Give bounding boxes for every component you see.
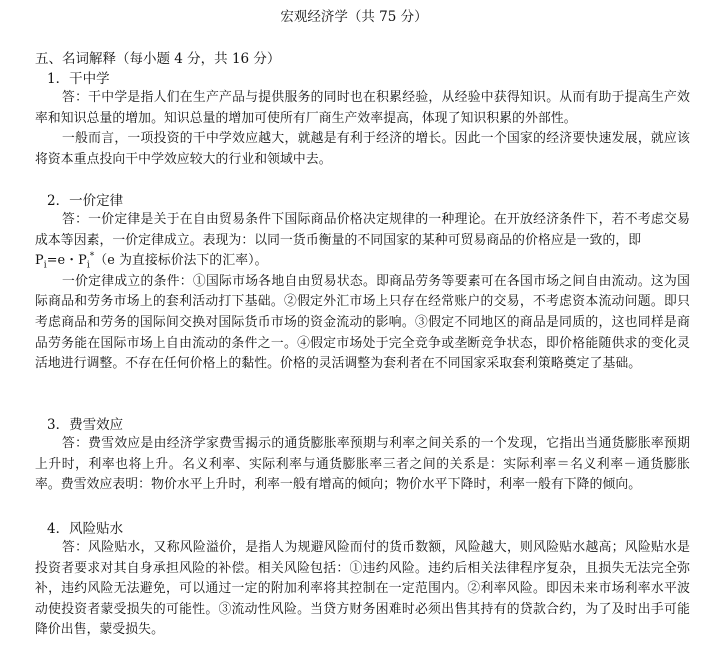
term-item — [35, 520, 690, 641]
term-item — [35, 70, 690, 170]
formula-rhs-superscript: * — [89, 251, 95, 262]
term-item — [35, 416, 690, 496]
formula-equals: =e・P — [46, 253, 87, 269]
term-paragraph: 答：风险贴水，又称风险溢价，是指人为规避风险而付的货币数额，风险越大，则风险贴水越高；风险贴水是投资者要求对其自身承担风险的补偿。相关风险包括：①违约风险。违约后相关法律程序复杂，且损失无法完全弥补，违约风险无法避免，可以通过一定的附加利率将其控制在一定范围内。②利率风险。即因未来市场利率水平波动使投资者蒙受损失的可能性。③流动性风险。当贷方财务困难时必须出售其持有的贷款合约，为了及时出手可能降价出售，蒙受损失。 — [35, 540, 690, 638]
term-title: 4．风险贴水 — [47, 521, 124, 537]
term-paragraph: 答：干中学是指人们在生产产品与提供服务的同时也在积累经验，从经验中获得知识。从而有助于提高生产效率和知识总量的增加。知识总量的增加可使所有厂商生产效率提高，体现了知识积累的外部性。 — [35, 90, 690, 126]
formula-lhs-subscript: i — [43, 260, 47, 271]
term-title: 2．一价定律 — [47, 193, 124, 209]
term-paragraph: 一般而言，一项投资的干中学效应越大，就越是有利于经济的增长。因此一个国家的经济要快速发展，就应该将资本重点投向干中学效应较大的行业和领域中去。 — [35, 131, 690, 167]
formula-note: （e 为直接标价法下的汇率）。 — [94, 253, 268, 269]
term-title: 3．费雪效应 — [47, 417, 124, 433]
term-paragraph: 答：费雪效应是由经济学家费雪揭示的通货膨胀率预期与利率之间关系的一个发现，它指出当通货膨胀率预期上升时，利率也将上升。名义利率、实际利率与通货膨胀率三者之间的关系是：实际利率＝名义利率－通货膨胀率。费雪效应表明：物价水平上升时，利率一般有增高的倾向；物价水平下降时，利率一般有下降的倾向。 — [35, 436, 690, 493]
term-paragraph: 答：一价定律是关于在自由贸易条件下国际商品价格决定规律的一种理论。在开放经济条件下，若不考虑交易成本等因素，一价定律成立。表现为：以同一货币衡量的不同国家的某种可贸易商品的价格应是一致的，即 — [35, 212, 690, 248]
section-heading: 五、名词解释（每小题 4 分，共 16 分） — [35, 51, 281, 67]
formula-lhs: P — [35, 253, 44, 269]
term-title: 1．干中学 — [47, 71, 110, 87]
term-paragraph: 一价定律成立的条件：①国际市场各地自由贸易状态。即商品劳务等要素可在各国市场之间自由流动。这为国际商品和劳务市场上的套利活动打下基础。②假定外汇市场上只存在经常账户的交易，不考虑资本流动问题。即只考虑商品和劳务的国际间交换对国际货币市场的资金流动的影响。③假定不同地区的商品是同质的，这也同样是商品劳务能在国际市场上自由流动的条件之一。④假定市场处于完全竞争或垄断竞争状态，即价格能随供求的变化灵活地进行调整。不存在任何价格上的黏性。价格的灵活调整为套利者在不同国家采取套利策略奠定了基础。 — [35, 273, 690, 372]
formula-rhs-subscript: i — [86, 260, 90, 271]
page-title: 宏观经济学（共 75 分） — [280, 9, 428, 25]
formula-line — [35, 251, 690, 272]
term-item — [35, 192, 690, 375]
